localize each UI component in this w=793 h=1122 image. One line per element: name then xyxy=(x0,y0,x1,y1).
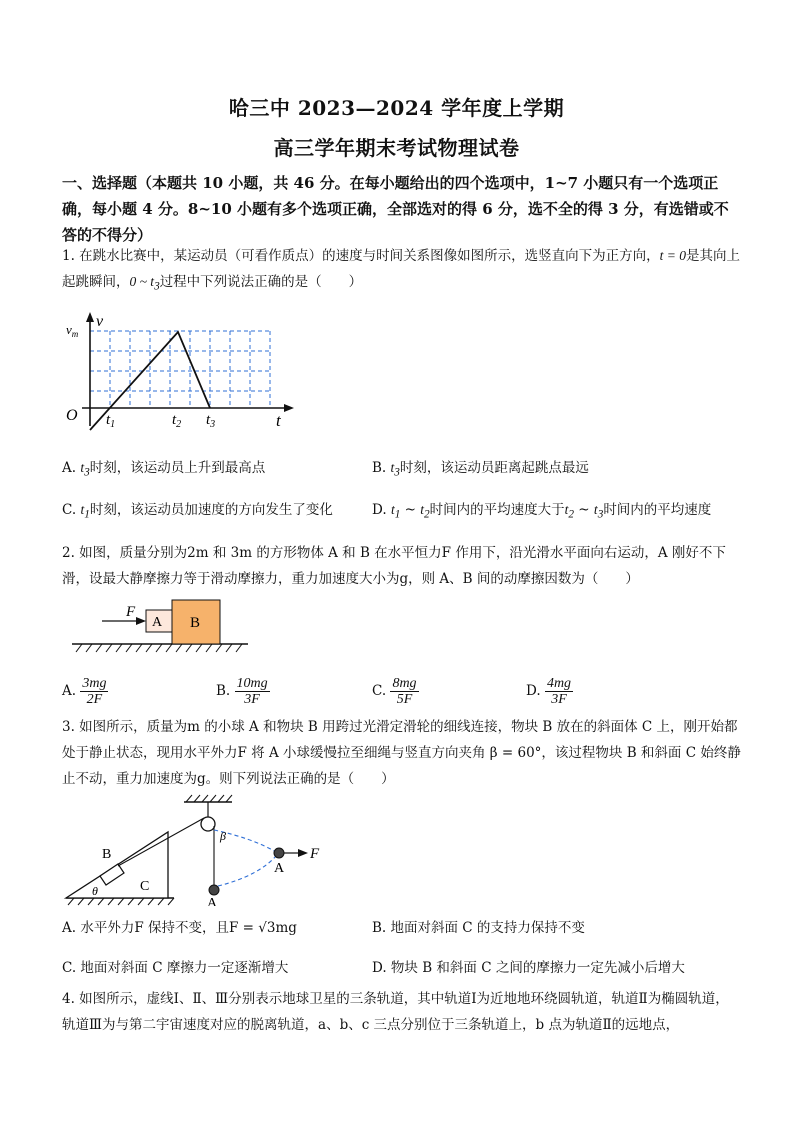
q1-t3-label: $t_3$ xyxy=(206,412,216,430)
q3-label-f: F xyxy=(310,846,320,862)
q1-t1-label: $t_1$ xyxy=(106,412,116,430)
q3-label-a-top: A xyxy=(274,861,285,876)
q1-grid xyxy=(90,331,270,408)
q1-option-a: A. $t_3$时刻，该运动员上升到最高点 xyxy=(62,460,266,479)
q1-x-arrow xyxy=(284,404,294,412)
exam-title-line1: 哈三中 2023—2024 学年度上学期 xyxy=(228,96,565,120)
q1-origin-label: O xyxy=(66,407,78,424)
q3-label-theta: θ xyxy=(92,884,98,898)
q3-option-b: B. 地面对斜面 C 的支持力保持不变 xyxy=(372,920,585,936)
section1-heading: 一、选择题（本题共 10 小题，共 46 分。在每小题给出的四个选项中，1~7 小题只有一个选项正确，每小题 4 分。8~10 小题有多个选项正确，全部选对的得 6 分，选不全的得 3 分，有选错或不答的不得分） xyxy=(62,174,729,244)
q2-block-a-label: A xyxy=(152,615,163,630)
q1-option-b: B. $t_3$时刻，该运动员距离起跳点最远 xyxy=(372,460,589,479)
q1-t-axis-label: t xyxy=(276,411,281,430)
q4-stem: 4. 如图所示，虚线Ⅰ、Ⅱ、Ⅲ分别表示地球卫星的三条轨道，其中轨道Ⅰ为近地地环绕圆轨道，轨道Ⅱ为椭圆轨道，轨道Ⅲ为与第二宇宙速度对应的脱离轨道，a、b、c 三点分别位于三条轨道上，b 点为轨道Ⅱ的远地点， xyxy=(62,991,729,1033)
q3-ground-hatch xyxy=(68,898,174,905)
q3-option-d: D. 物块 B 和斜面 C 之间的摩擦力一定先减小后增大 xyxy=(372,960,685,976)
q1-stem: 1. 在跳水比赛中，某运动员（可看作质点）的速度与时间关系图像如图所示，选竖直向下为正方向，t = 0是其向上起跳瞬间，0 ~ $t_3$过程中下列说法正确的是（ ） xyxy=(62,248,741,293)
q2-force-arrowhead xyxy=(136,617,146,625)
q3-label-beta: β xyxy=(220,829,226,843)
q2-option-c: C. $\frac{8mg}{5F}$ xyxy=(372,676,417,707)
q2-stem: 2. 如图，质量分别为2m 和 3m 的方形物体 A 和 B 在水平恒力F 作用下，沿光滑水平面向右运动，A 刚好不下滑，设最大静摩擦力等于滑动摩擦力，重力加速度大小为g，则 A、B 间的动摩擦因数为（ ） xyxy=(62,545,726,587)
q3-label-a-bottom: A xyxy=(207,896,218,906)
q1-option-c: C. $t_1$时刻，该运动员加速度的方向发生了变化 xyxy=(62,502,333,521)
q2-option-b: B. $\frac{10mg}{3F}$ xyxy=(216,676,268,707)
q1-vm-label: $v_m$ xyxy=(66,322,79,339)
q1-option-d: D. $t_1$ ~ $t_2$时间内的平均速度大于$t_2$ ~ $t_3$时间内的平均速度 xyxy=(372,502,712,521)
q3-label-b: B xyxy=(102,847,112,862)
q1-t2-label: $t_2$ xyxy=(172,412,182,430)
q2-block-b-label: B xyxy=(190,615,201,631)
q3-option-a: A. 水平外力F 保持不变，且F = √3mg xyxy=(62,920,297,936)
q3-ball-a-bottom xyxy=(209,885,219,895)
q1-v-axis-label: v xyxy=(96,313,104,330)
q2-option-a: A. $\frac{3mg}{2F}$ xyxy=(62,676,107,707)
q2-option-d: D. $\frac{4mg}{3F}$ xyxy=(526,676,572,707)
q3-figure xyxy=(62,794,342,906)
q3-label-c: C xyxy=(140,879,150,894)
q3-stem: 3. 如图所示，质量为m 的小球 A 和物块 B 用跨过光滑定滑轮的细线连接，物块 B 放在的斜面体 C 上，刚开始都处于静止状态，现用水平外力F 将 A 小球缓慢拉至细绳与竖直方向夹角 β = 60°，该过程物块 B 和斜面 C 始终静止不动，重力加速度为g。则下列说法正确的是（ ） xyxy=(62,719,741,787)
q2-ground-hatch xyxy=(76,644,242,652)
q3-force-arrowhead xyxy=(298,849,308,857)
q3-option-c: C. 地面对斜面 C 摩擦力一定逐渐增大 xyxy=(62,960,289,976)
q2-force-label: F xyxy=(126,604,136,620)
q2-figure xyxy=(62,592,252,654)
q3-ball-a-top xyxy=(274,848,284,858)
q1-vt-graph xyxy=(62,308,302,434)
q3-dashed-arc xyxy=(218,856,276,886)
q1-y-arrow xyxy=(86,312,94,322)
exam-title-line2: 高三学年期末考试物理试卷 xyxy=(273,136,520,160)
q3-ceiling-hatch xyxy=(186,795,232,802)
